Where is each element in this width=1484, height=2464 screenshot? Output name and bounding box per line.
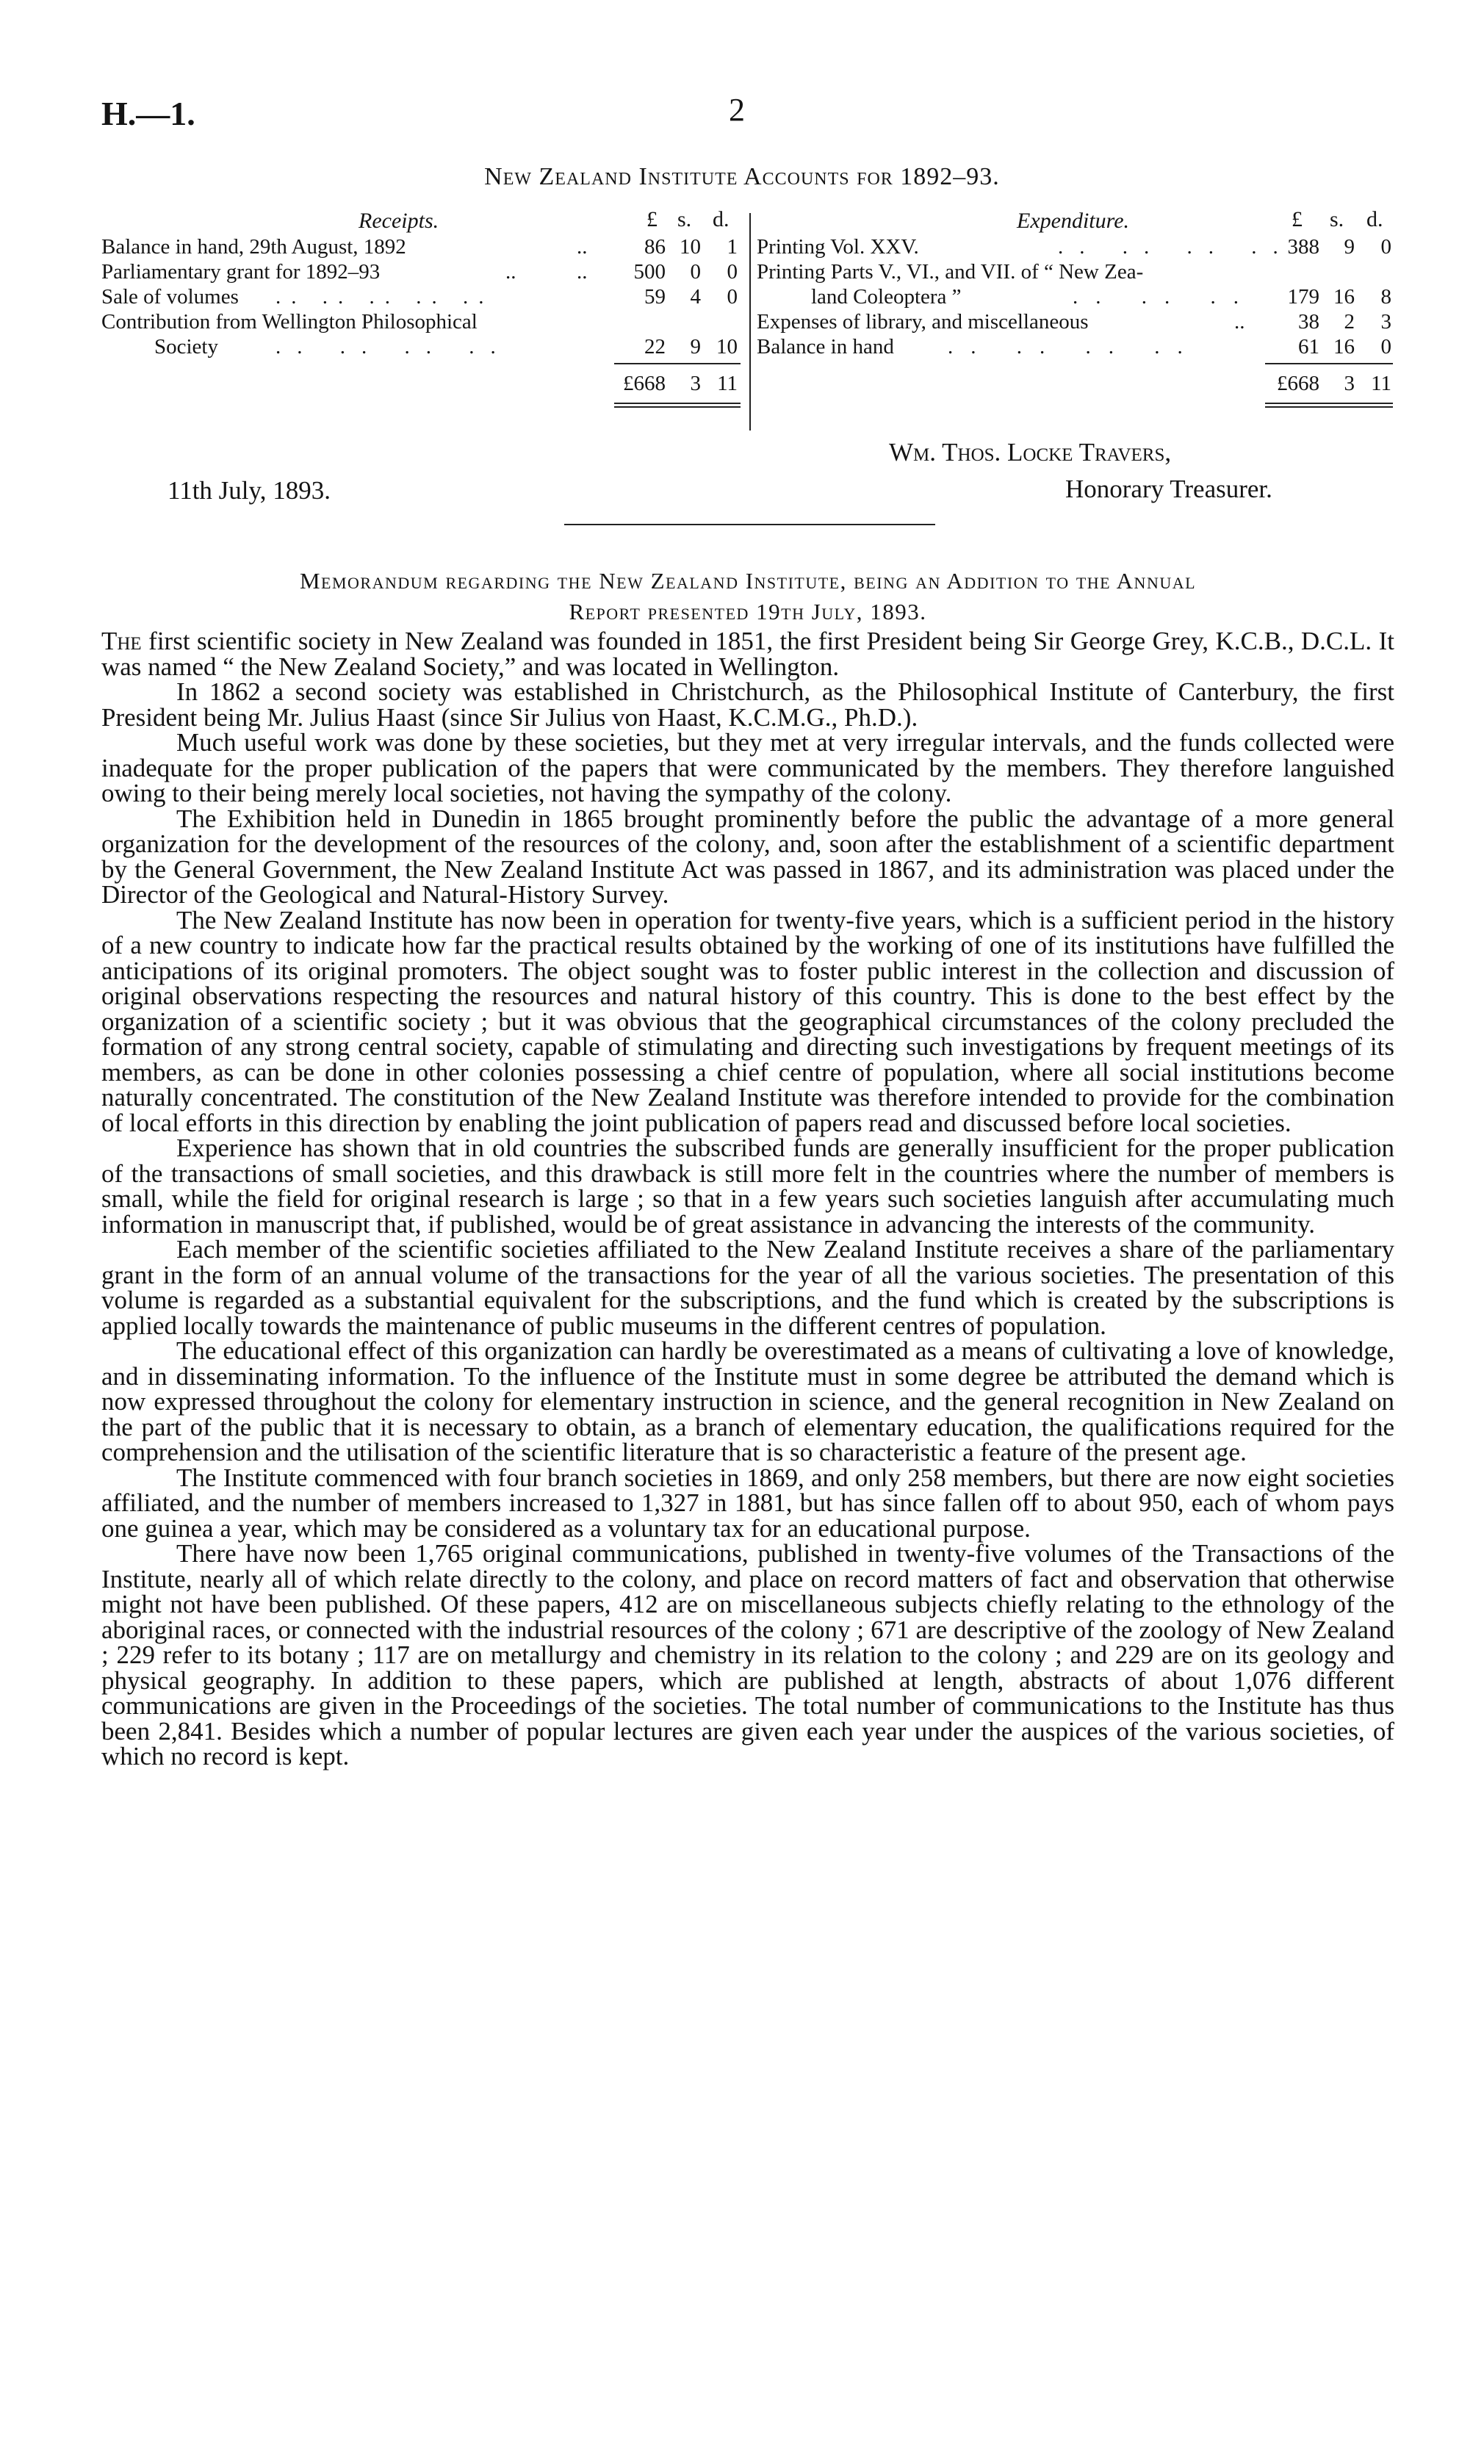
expenditure-row-shillings: 16 (1333, 285, 1355, 309)
expenditure-double-rule (1265, 403, 1393, 404)
receipt-row-pounds: 59 (644, 285, 666, 309)
expenditure-total-pence: 11 (1371, 372, 1391, 395)
receipts-double-rule (614, 403, 741, 404)
receipts-total-pence: 11 (717, 372, 738, 395)
receipts-total-pounds: £668 (623, 372, 666, 395)
expenditure-shillings-header: s. (1330, 207, 1344, 231)
receipt-row-label: Balance in hand, 29th August, 1892 (101, 235, 406, 259)
receipt-row-label-cont: Society (154, 335, 218, 359)
receipt-row-pence: 0 (727, 260, 738, 284)
section-separator (564, 524, 935, 525)
receipts-shillings-header: s. (677, 207, 692, 231)
memo-title-line1: Memorandum regarding the New Zealand Institute, being an Addition to the Annual (299, 568, 1197, 594)
memo-title-line2: Report presented 19th July, 1893. (569, 599, 927, 624)
document-code: H.—1. (101, 95, 195, 132)
receipts-pence-header: d. (713, 207, 730, 231)
expenditure-row-pence: 3 (1380, 310, 1391, 334)
expenditure-row-label: Printing Parts V., VI., and VII. of “ New Zea- (757, 260, 1144, 284)
expenditure-row-shillings: 2 (1344, 310, 1355, 334)
memo-paragraph: There have now been 1,765 original communications, published in twenty-five volumes of the Transactions of the Institute, nearly all of which relate directly to the colony, and place on record matters of fact and observation that otherwise might not have been published. Of these papers, 412 are on miscellaneous subjects chiefly relating to the ethnology of the aboriginal races, or connected with the industrial resources of the colony ; 671 are descriptive of the zoology of New Zealand ; 229 refer to its botany ; 117 are on metallurgy and chemistry in its relation to the colony ; and 229 are on its geology and physical geography. In addition to these papers, which are published at length, abstracts of about 1,076 different communications are given in the Proceedings of the societies. The total number of communications to the Institute has thus been 2,841. Besides which a number of popular lectures are given each year under the auspices of the various societies, of which no record is kept. (101, 1539, 1394, 1770)
receipt-row-pence: 1 (727, 235, 738, 259)
receipt-row-dots: .. .. .. .. (275, 335, 512, 359)
expenditure-row-pounds: 388 (1287, 235, 1319, 259)
receipt-row-label: Sale of volumes (101, 285, 239, 309)
expenditure-row-label: Printing Vol. XXV. (757, 235, 919, 259)
receipt-row-pence: 10 (716, 335, 738, 359)
accounts-title: New Zealand Institute Accounts for 1892–93. (484, 163, 1000, 190)
memo-paragraph: In 1862 a second society was established in Christchurch, as the Philosophical Institute of Canterbury, the first President being Mr. Julius Haast (since Sir Julius von Haast, K.C.M.G., Ph.D.). (101, 677, 1394, 732)
expenditure-row-label: Balance in hand (757, 335, 894, 359)
signature-name: Wm. Thos. Locke Travers, (889, 438, 1172, 466)
memo-paragraph: The Exhibition held in Dunedin in 1865 brought prominently before the public the advantage of a more general organization for the development of the resources of the colony, and, soon after the establishment of a scientific department by the General Government, the New Zealand Institute Act was passed in 1867, and its administration was placed under the Director of the Geological and Natural-History Survey. (101, 804, 1394, 909)
receipts-double-rule (614, 406, 741, 408)
expenditure-row-shillings: 9 (1344, 235, 1355, 259)
expenditure-row-pounds: 38 (1298, 310, 1319, 334)
memo-title (101, 566, 1394, 627)
receipts-heading: Receipts. (359, 209, 439, 233)
receipt-row-dots: .. (505, 260, 516, 284)
receipts-rule (614, 363, 741, 364)
receipt-row-shillings: 9 (690, 335, 701, 359)
expenditure-row-pence: 0 (1380, 235, 1391, 259)
expenditure-row-pounds: 179 (1287, 285, 1319, 309)
receipts-total-shillings: 3 (690, 372, 701, 395)
page-number: 2 (729, 92, 745, 128)
expenditure-row-shillings: 16 (1333, 335, 1355, 359)
expenditure-total-pounds: £668 (1277, 372, 1319, 395)
expenditure-row-dots: .. (1234, 310, 1245, 334)
receipt-row-dots: .. .. .. .. .. (275, 285, 494, 309)
memo-paragraph: The educational effect of this organization can hardly be overestimated as a means of cultivating a love of knowledge, and in disseminating information. To the influence of the Institute must in some degree be attributed the demand which is now expressed throughout the colony for elementary instruction in science, and the general recognition in New Zealand on the part of the public that it is necessary to obtain, as a branch of elementary education, the qualifications required for the comprehension and the utilisation of the scientific literature that is so characteristic a feature of the present age. (101, 1336, 1394, 1466)
receipt-row-pounds: 22 (644, 335, 666, 359)
expenditure-double-rule (1265, 406, 1393, 408)
receipt-row-pence: 0 (727, 285, 738, 309)
memo-first-word: The (101, 627, 142, 655)
expenditure-row-label-cont: land Coleoptera ” (811, 285, 962, 309)
expenditure-row-label: Expenses of library, and miscellaneous (757, 310, 1089, 334)
memo-paragraph: Experience has shown that in old countries the subscribed funds are generally insufficient for the proper publication of the transactions of small societies, and this drawback is still more felt in the countries where the number of members is small, while the field for original research is large ; so that in a few years such societies languish after accumulating much information in manuscript that, if published, would be of great assistance in advancing the interests of the community. (101, 1134, 1394, 1239)
receipt-row-shillings: 10 (680, 235, 701, 259)
signature-date: 11th July, 1893. (168, 476, 331, 505)
receipt-row-label: Contribution from Wellington Philosophical (101, 310, 478, 334)
memo-paragraph: The New Zealand Institute has now been in operation for twenty-five years, which is a sufficient period in the history of a new country to indicate how far the practical results obtained by the working of one of its institutions have fulfilled the anticipations of its original promoters. The object sought was to foster public interest in the collection and discussion of original observations respecting the resources and natural history of this country. This is done to the best effect by the organization of a scientific society ; but it was obvious that the geographical circumstances of the colony precluded the formation of any strong central society, capable of stimulating and directing such investigations by frequent meetings of its members, as can be done in other colonies possessing a chief centre of population, where all social institutions become naturally concentrated. The constitution of the New Zealand Institute was therefore intended to provide for the combination of local efforts in this direction by enabling the joint publication of papers read and discussed before local societies. (101, 905, 1394, 1137)
memo-paragraph: Much useful work was done by these societies, but they met at very irregular intervals, and the funds collected were inadequate for the proper publication of the papers that were communicated by the members. They therefore languished owing to their being merely local societies, not having the sympathy of the colony. (101, 728, 1394, 807)
expenditure-row-dots: .. .. .. .. (948, 335, 1200, 359)
expenditure-pence-header: d. (1366, 207, 1383, 231)
expenditure-rule (1265, 363, 1393, 364)
memo-body (101, 629, 1394, 1770)
memo-paragraph: Each member of the scientific societies affiliated to the New Zealand Institute receives a share of the parliamentary grant in the form of an annual volume of the transactions for the year of all the various societies. The presentation of this volume is regarded as a substantial equivalent for the subscriptions, and the fund which is created by the subscriptions is applied locally towards the maintenance of public museums in the different centres of population. (101, 1235, 1394, 1340)
memo-paragraph: The first scientific society in New Zealand was founded in 1851, the first President being Sir George Grey, K.C.B., D.C.L. It was named “ the New Zealand Society,” and was located in Wellington. (101, 627, 1394, 681)
signature-role: Honorary Treasurer. (1065, 475, 1272, 503)
expenditure-total-shillings: 3 (1344, 372, 1355, 395)
expenditure-pounds-header: £ (1292, 207, 1303, 231)
receipt-row-label: Parliamentary grant for 1892–93 (101, 260, 381, 284)
expenditure-row-dots: .. .. .. .. (1058, 235, 1294, 259)
receipts-pounds-header: £ (646, 207, 658, 231)
receipt-row-shillings: 0 (690, 260, 701, 284)
receipt-row-pounds: 86 (644, 235, 666, 259)
receipt-row-pounds: 500 (633, 260, 666, 284)
receipt-row-dots: .. (577, 260, 588, 284)
expenditure-heading: Expenditure. (1017, 209, 1130, 233)
receipt-row-dots: .. (577, 235, 588, 259)
expenditure-row-pounds: 61 (1298, 335, 1319, 359)
accounts-divider (749, 213, 751, 431)
expenditure-row-pence: 8 (1380, 285, 1391, 309)
memo-paragraph: The Institute commenced with four branch societies in 1869, and only 258 members, but there are now eight societies affiliated, and the number of members increased to 1,327 in 1881, but has since fallen off to about 950, each of whom pays one guinea a year, which may be considered as a voluntary tax for an educational purpose. (101, 1463, 1394, 1543)
expenditure-row-pence: 0 (1380, 335, 1391, 359)
expenditure-row-dots: .. .. .. (1073, 285, 1256, 309)
receipt-row-shillings: 4 (690, 285, 701, 309)
